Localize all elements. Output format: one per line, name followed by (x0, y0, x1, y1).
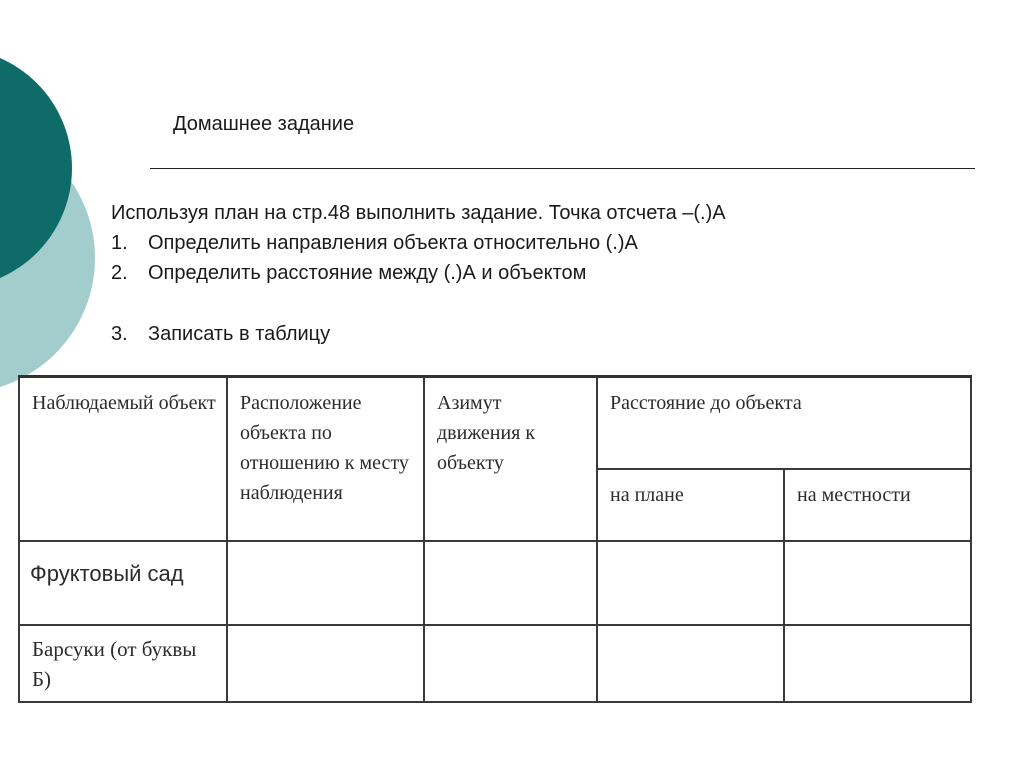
empty-cell (784, 625, 971, 702)
empty-cell (784, 541, 971, 625)
header-distance-on-plan: на плане (597, 469, 784, 541)
task-step-1 (111, 228, 638, 258)
step-number: 1. (111, 232, 128, 254)
title-divider (150, 168, 975, 169)
row-object-label: Барсуки (от буквы Б) (19, 625, 227, 702)
slide-title: Домашнее задание (173, 113, 355, 135)
header-azimuth: Азимут движения к объекту (424, 377, 597, 541)
task-step-2 (111, 258, 586, 288)
homework-table-image (18, 375, 970, 700)
empty-cell (597, 541, 784, 625)
step-text: Определить направления объекта относительно (.)А (148, 232, 638, 254)
step-text: Определить расстояние между (.)А и объектом (148, 262, 587, 284)
empty-cell (227, 541, 424, 625)
header-distance: Расстояние до объекта (597, 377, 971, 469)
empty-cell (424, 541, 597, 625)
empty-cell (597, 625, 784, 702)
table-row (19, 625, 971, 702)
empty-cell (424, 625, 597, 702)
step-number: 2. (111, 262, 128, 284)
row-object-label: Фруктовый сад (19, 541, 227, 625)
task-step-3 (111, 319, 330, 349)
header-location: Расположение объекта по отношению к месту наблюдения (227, 377, 424, 541)
empty-cell (227, 625, 424, 702)
task-intro: Используя план на стр.48 выполнить задание. Точка отсчета –(.)А (111, 202, 726, 224)
homework-table (18, 375, 972, 703)
header-distance-on-terrain: на местности (784, 469, 971, 541)
step-number: 3. (111, 323, 128, 345)
table-row (19, 541, 971, 625)
step-text: Записать в таблицу (148, 323, 331, 345)
header-observed-object: Наблюдаемый объект (19, 377, 227, 541)
